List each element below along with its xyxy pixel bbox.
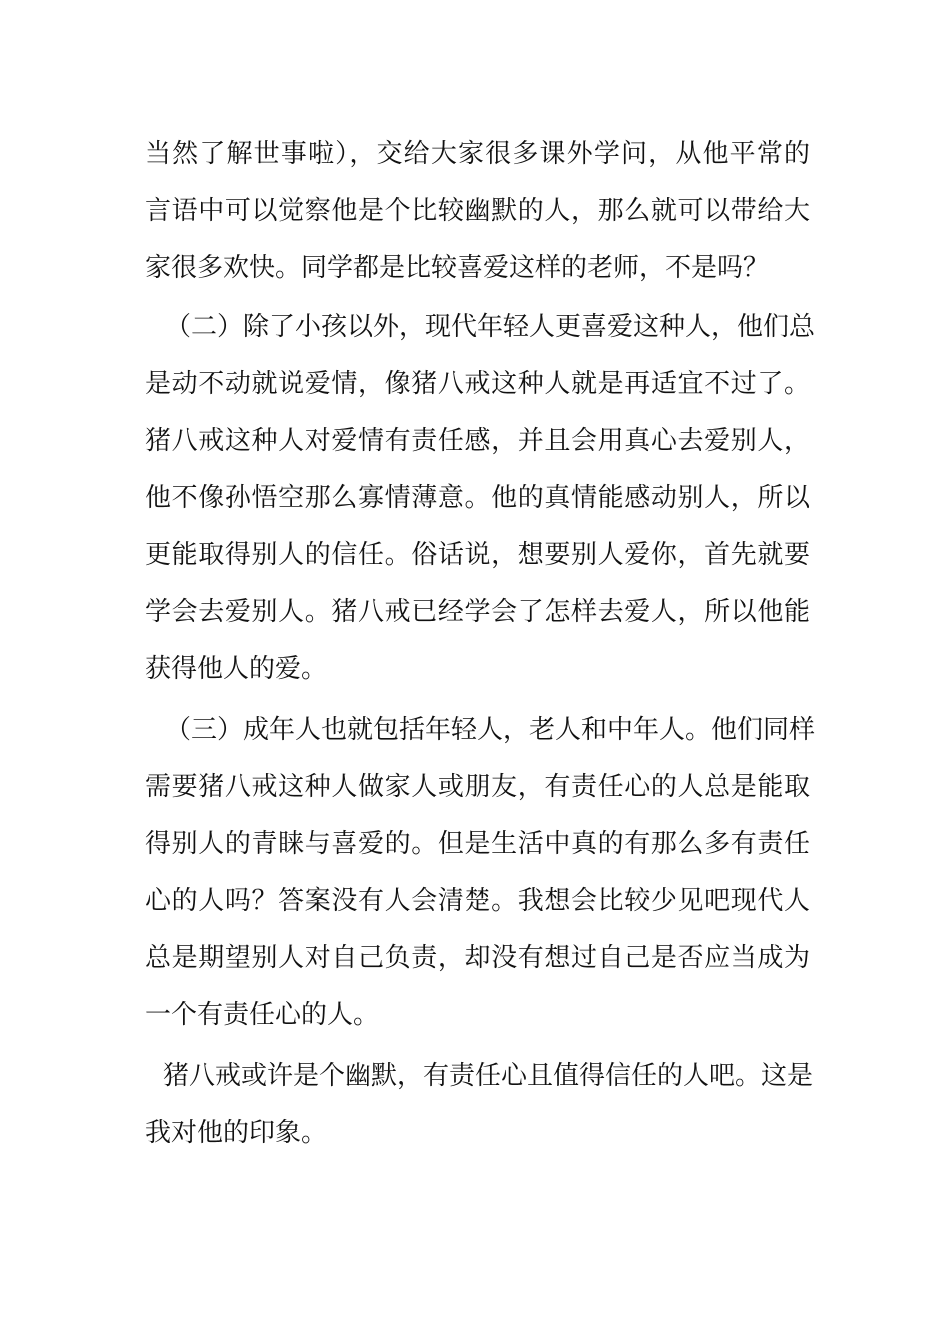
paragraph-line: 猪八戒这种人对爱情有责任感，并且会用真心去爱别人，: [145, 426, 810, 456]
paragraph-line: 需要猪八戒这种人做家人或朋友，有责任心的人总是能取: [145, 772, 810, 802]
paragraph-line: （三）成年人也就包括年轻人，老人和中年人。他们同样: [165, 715, 816, 745]
paragraph-line: 心的人吗？答案没有人会清楚。我想会比较少见吧现代人: [145, 886, 810, 916]
paragraph-line: 家很多欢快。同学都是比较喜爱这样的老师，不是吗？: [145, 253, 770, 283]
paragraph-line: 得别人的青睐与喜爱的。但是生活中真的有那么多有责任: [145, 829, 810, 859]
paragraph-line: 获得他人的爱。: [145, 654, 328, 684]
paragraph-line: 他不像孙悟空那么寡情薄意。他的真情能感动别人，所以: [145, 483, 810, 513]
paragraph-4: [145, 1048, 814, 1162]
paragraph-line: 当然了解世事啦），交给大家很多课外学问，从他平常的: [145, 139, 810, 169]
paragraph-line: 是动不动就说爱情，像猪八戒这种人就是再适宜不过了。: [145, 369, 810, 399]
paragraph-line: 总是期望别人对自己负责，却没有想过自己是否应当成为: [145, 943, 810, 973]
paragraph-line: （二）除了小孩以外，现代年轻人更喜爱这种人，他们总: [165, 312, 816, 342]
paragraph-line: 猪八戒或许是个幽默，有责任心且值得信任的人吧。这是: [163, 1061, 814, 1091]
paragraph-line: 学会去爱别人。猪八戒已经学会了怎样去爱人，所以他能: [145, 597, 810, 627]
document-body: [145, 126, 816, 1162]
paragraph-line: 更能取得别人的信任。俗话说，想要别人爱你，首先就要: [145, 540, 810, 570]
paragraph-2: [145, 299, 816, 698]
paragraph-3: [145, 702, 816, 1044]
paragraph-line: 言语中可以觉察他是个比较幽默的人，那么就可以带给大: [145, 196, 810, 226]
paragraph-line: 一个有责任心的人。: [145, 1000, 380, 1030]
paragraph-line: 我对他的印象。: [145, 1118, 328, 1148]
paragraph-1: [145, 126, 810, 297]
